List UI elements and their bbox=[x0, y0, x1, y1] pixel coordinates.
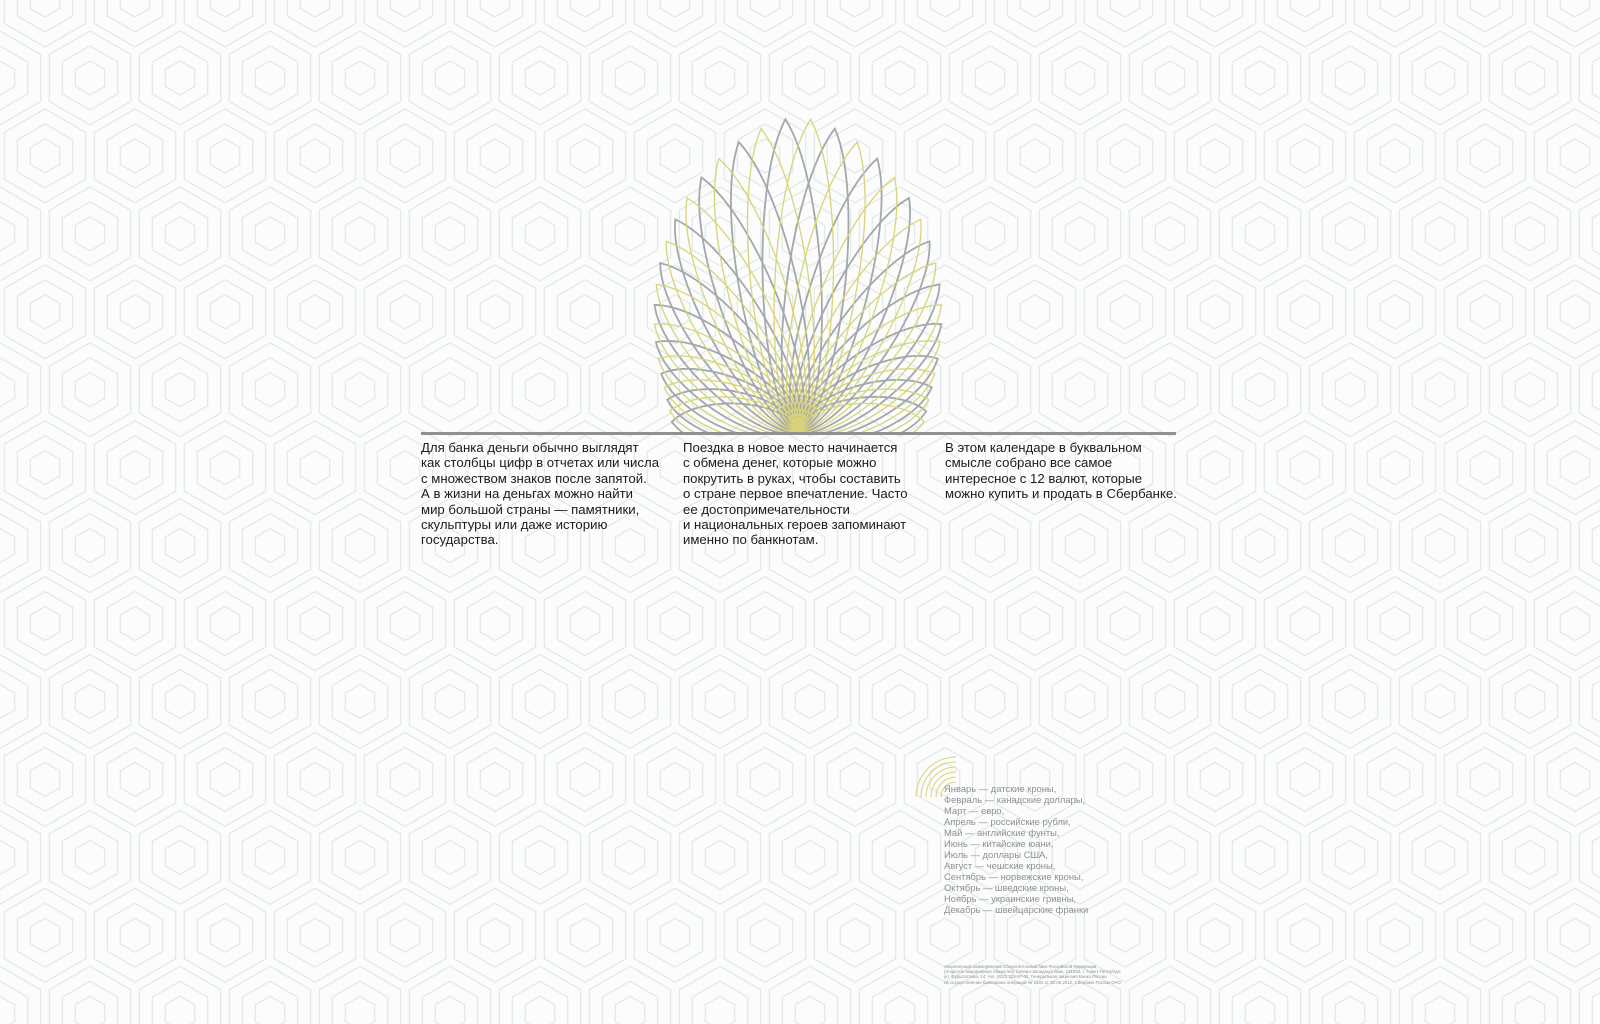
intro-paragraph-2: Поездка в новое место начинается с обмена денег, которые можно покрутить в руках, чтобы составить о стране первое впечатление. Часто ее достопримечательности и национальных героев запоминают именно по банкнотам. bbox=[683, 440, 908, 548]
month-item: Апрель — российские рубли, bbox=[944, 816, 1071, 827]
legal-footnote: Акционерный коммерческий Сберегательный банк Российской Федерации (открытое акционерное общество) Северо-Западный банк, 191028, г. Санкт-Петербург, ул. Фурштатская, 14; тел. (812) 329-87-00. Генеральная лицензия Банка России на осуществление банковских операций № 1481 от 30.08.2012. Сбербанк России ОАО bbox=[944, 964, 1122, 985]
intro-column-2 bbox=[683, 440, 928, 548]
month-item: Июль — доллары США, bbox=[944, 849, 1048, 860]
month-item: Декабрь — швейцарские франки bbox=[944, 904, 1089, 915]
month-item: Февраль — канадские доллары, bbox=[944, 794, 1086, 805]
month-item: Сентябрь — норвежские кроны, bbox=[944, 871, 1084, 882]
intro-paragraph-3: В этом календаре в буквальном смысле собрано все самое интересное с 12 валют, которые можно купить и продать в Сбербанке. bbox=[945, 440, 1177, 502]
intro-column-1 bbox=[421, 440, 666, 548]
month-item: Август — чешские кроны, bbox=[944, 860, 1056, 871]
month-item: Ноябрь — украинские гривны, bbox=[944, 893, 1076, 904]
month-item: Март — евро, bbox=[944, 805, 1005, 816]
month-item: Май — английские фунты, bbox=[944, 827, 1060, 838]
intro-paragraph-1: Для банка деньги обычно выглядят как столбцы цифр в отчетах или числа с множеством знаков после запятой. А в жизни на деньгах можно найти мир большой страны — памятники, скульптуры или даже историю государства. bbox=[421, 440, 660, 548]
intro-column-3 bbox=[945, 440, 1190, 502]
fan-petal bbox=[646, 336, 810, 455]
month-item: Октябрь — шведские кроны, bbox=[944, 882, 1069, 893]
months-currency-list bbox=[944, 783, 1088, 915]
month-item: Июнь — китайские юани, bbox=[944, 838, 1054, 849]
fan-petal bbox=[786, 336, 950, 455]
month-item: Январь — датские кроны, bbox=[944, 783, 1057, 794]
fan-petals bbox=[636, 118, 959, 456]
